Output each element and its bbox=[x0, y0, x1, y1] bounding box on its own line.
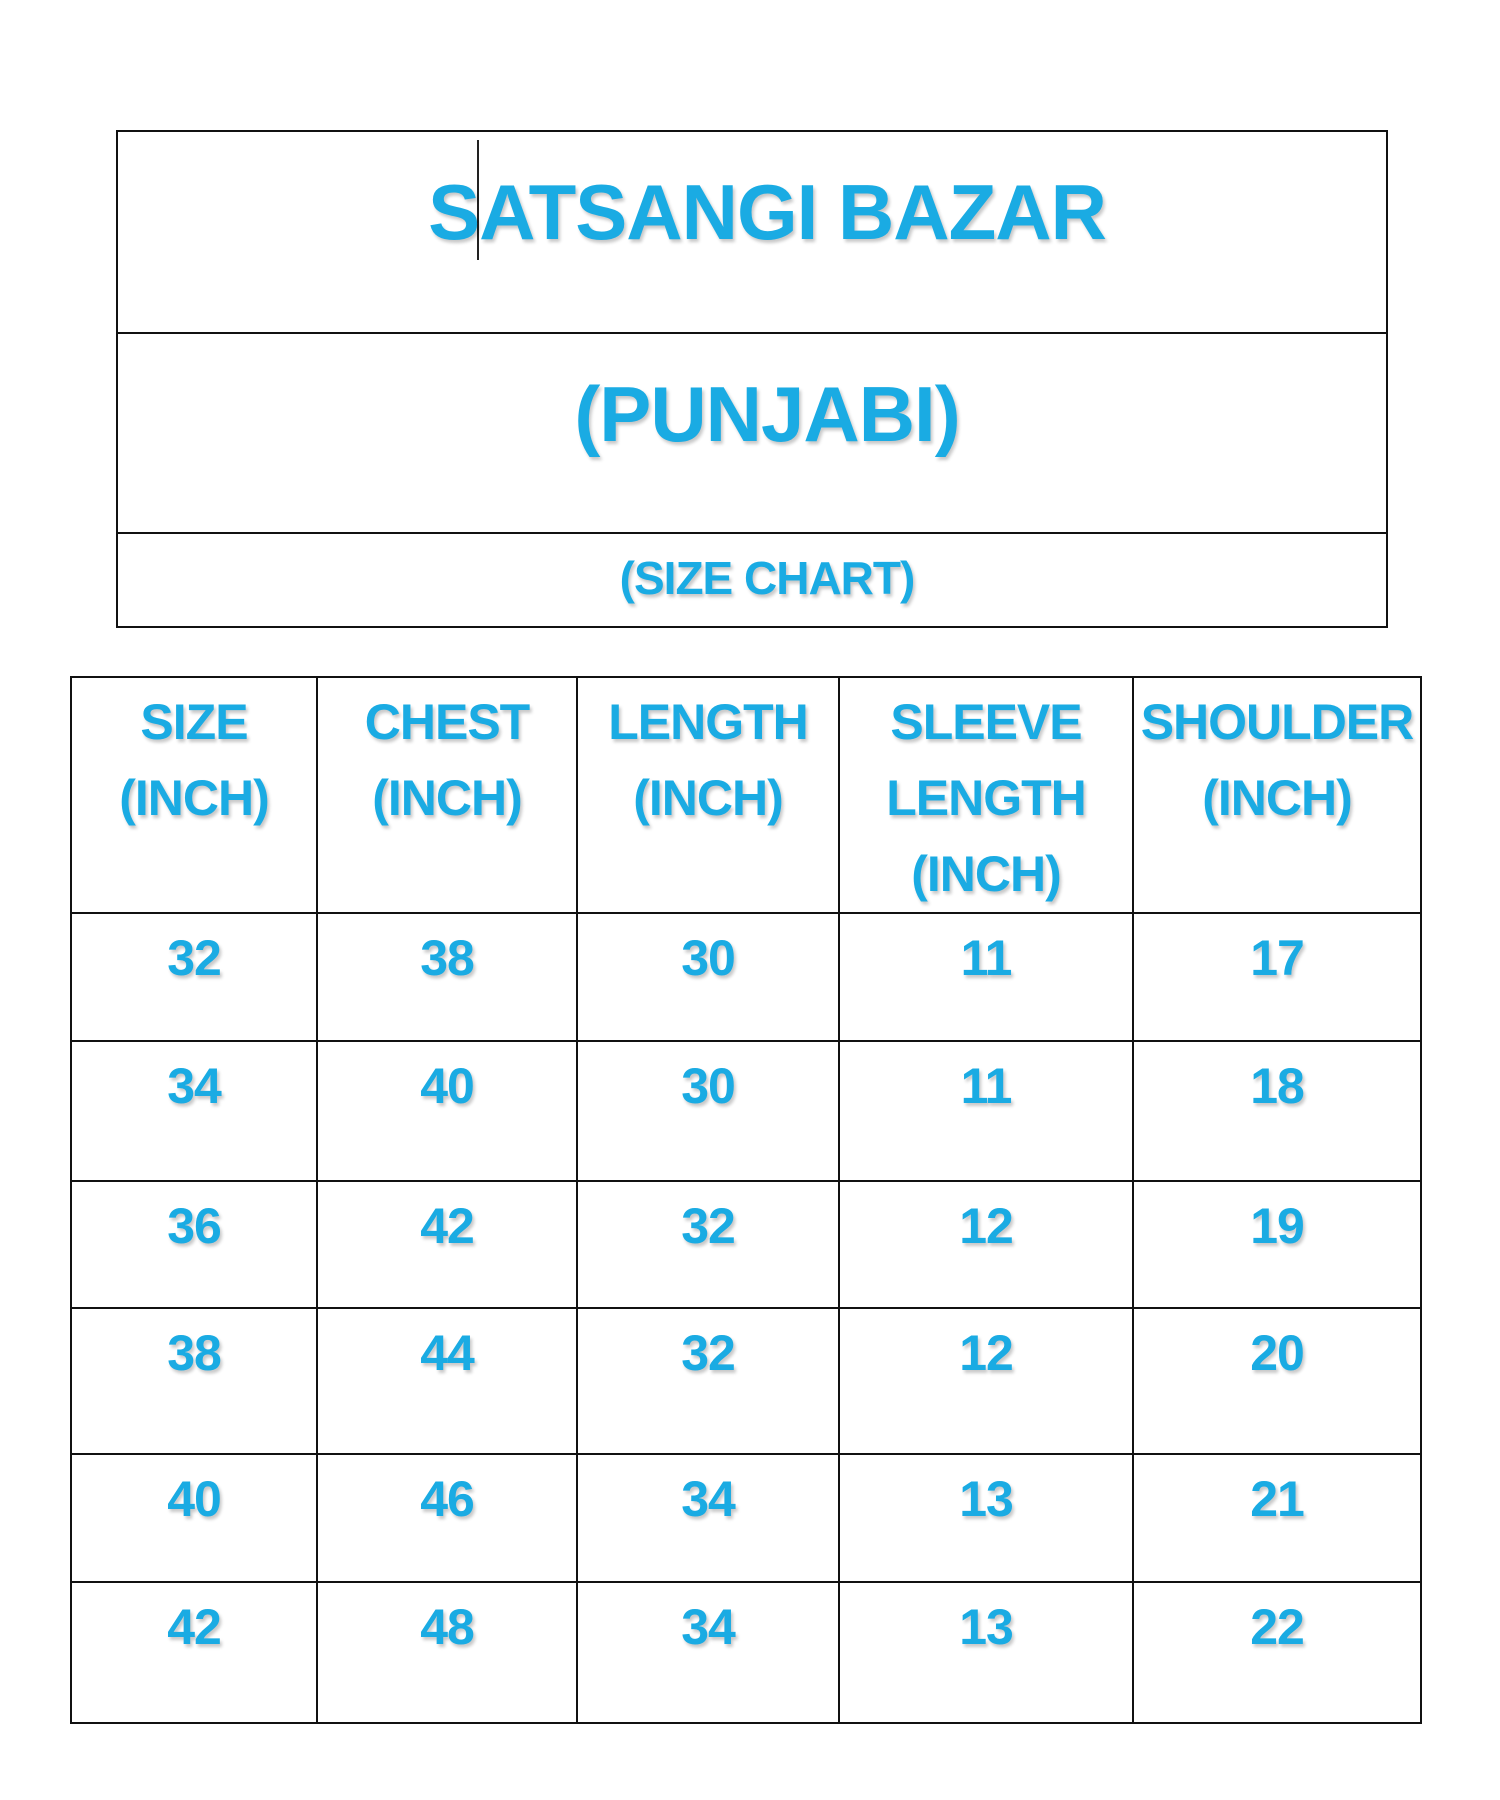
cell-shoulder: 19 bbox=[1133, 1181, 1421, 1308]
cell-length: 32 bbox=[577, 1181, 839, 1308]
chart-label-row bbox=[118, 534, 1386, 626]
cell-chest: 42 bbox=[317, 1181, 577, 1308]
size-chart-table bbox=[70, 676, 1422, 1724]
column-header-shoulder: SHOULDER (INCH) bbox=[1133, 677, 1421, 913]
column-header-sleeve-length: SLEEVE LENGTH (INCH) bbox=[839, 677, 1133, 913]
cell-length: 32 bbox=[577, 1308, 839, 1454]
table-row bbox=[71, 1582, 1421, 1723]
table-row bbox=[71, 913, 1421, 1041]
table-row bbox=[71, 1308, 1421, 1454]
column-header-size: SIZE (INCH) bbox=[71, 677, 317, 913]
cell-length: 34 bbox=[577, 1582, 839, 1723]
cell-sleeve-length: 11 bbox=[839, 1041, 1133, 1181]
cell-size: 42 bbox=[71, 1582, 317, 1723]
column-header-chest: CHEST (INCH) bbox=[317, 677, 577, 913]
cell-size: 36 bbox=[71, 1181, 317, 1308]
table-row bbox=[71, 1181, 1421, 1308]
cell-shoulder: 20 bbox=[1133, 1308, 1421, 1454]
title-row bbox=[118, 132, 1386, 334]
cell-size: 34 bbox=[71, 1041, 317, 1181]
table-row bbox=[71, 1454, 1421, 1582]
cell-sleeve-length: 12 bbox=[839, 1181, 1133, 1308]
product-subtitle: (PUNJABI) bbox=[574, 370, 960, 458]
cell-shoulder: 18 bbox=[1133, 1041, 1421, 1181]
cell-chest: 38 bbox=[317, 913, 577, 1041]
cell-chest: 44 bbox=[317, 1308, 577, 1454]
cell-sleeve-length: 13 bbox=[839, 1582, 1133, 1723]
cell-chest: 40 bbox=[317, 1041, 577, 1181]
table-row bbox=[71, 1041, 1421, 1181]
cell-length: 34 bbox=[577, 1454, 839, 1582]
cell-chest: 48 bbox=[317, 1582, 577, 1723]
column-header-length: LENGTH (INCH) bbox=[577, 677, 839, 913]
cell-length: 30 bbox=[577, 1041, 839, 1181]
cell-size: 32 bbox=[71, 913, 317, 1041]
cell-sleeve-length: 12 bbox=[839, 1308, 1133, 1454]
cell-chest: 46 bbox=[317, 1454, 577, 1582]
cell-sleeve-length: 11 bbox=[839, 913, 1133, 1041]
cell-size: 38 bbox=[71, 1308, 317, 1454]
cell-shoulder: 22 bbox=[1133, 1582, 1421, 1723]
cell-shoulder: 17 bbox=[1133, 913, 1421, 1041]
cell-size: 40 bbox=[71, 1454, 317, 1582]
subtitle-row bbox=[118, 334, 1386, 534]
header-box bbox=[116, 130, 1388, 628]
table-header-row bbox=[71, 677, 1421, 913]
cell-length: 30 bbox=[577, 913, 839, 1041]
cell-sleeve-length: 13 bbox=[839, 1454, 1133, 1582]
size-chart-label: (SIZE CHART) bbox=[619, 552, 915, 604]
cell-shoulder: 21 bbox=[1133, 1454, 1421, 1582]
store-title: SATSANGI BAZAR bbox=[428, 168, 1106, 256]
